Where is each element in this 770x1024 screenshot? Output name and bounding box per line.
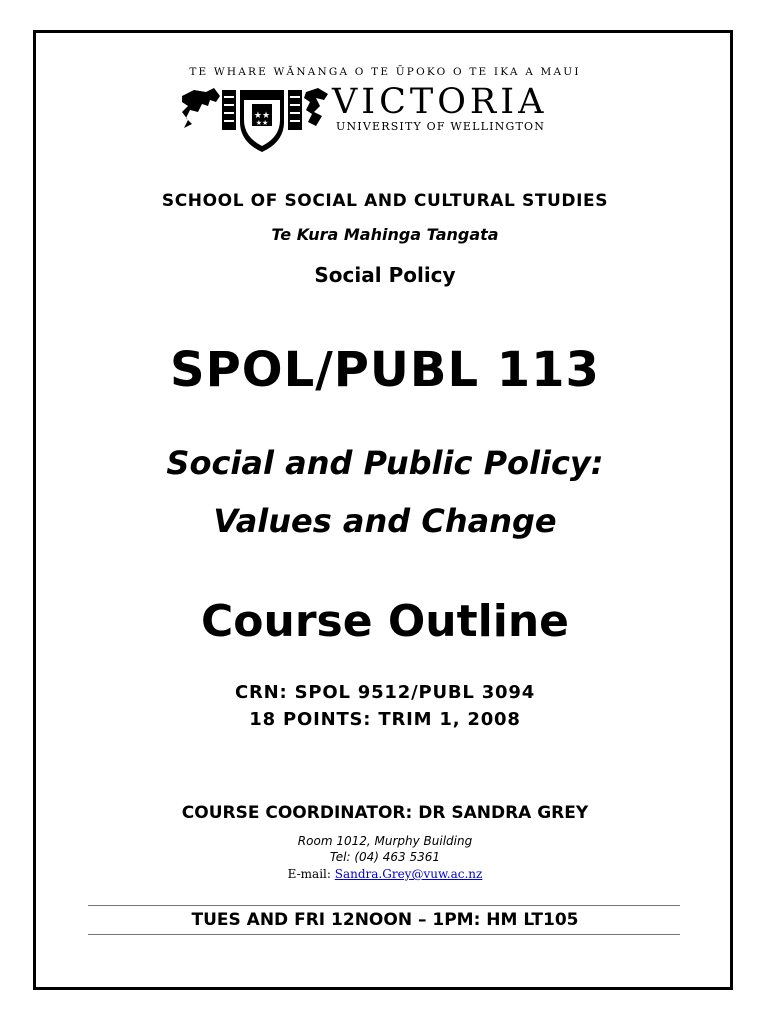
coordinator-tel: Tel: (04) 463 5361 — [329, 850, 441, 864]
email-label: E-mail: — [287, 867, 331, 881]
coordinator-room: Room 1012, Murphy Building — [297, 834, 473, 848]
svg-text:★★: ★★ — [255, 119, 269, 127]
crest-icon — [180, 82, 330, 154]
coordinator-email-line — [0, 867, 770, 881]
university-name: VICTORIA — [332, 82, 548, 122]
course-code: SPOL/PUBL 113 — [170, 342, 600, 398]
svg-text:★★: ★★ — [253, 111, 271, 121]
coordinator-heading: COURSE COORDINATOR: DR SANDRA GREY — [181, 803, 589, 823]
university-subtitle: UNIVERSITY OF WELLINGTON — [336, 120, 546, 133]
email-link[interactable]: Sandra.Grey@vuw.ac.nz — [334, 867, 483, 881]
course-crn: CRN: SPOL 9512/PUBL 3094 — [234, 682, 536, 703]
university-motto: TE WHARE WĀNANGA O TE ŪPOKO O TE IKA A MAUI — [189, 66, 581, 78]
course-points: 18 POINTS: TRIM 1, 2008 — [249, 709, 521, 730]
document-type: Course Outline — [201, 596, 569, 647]
lecture-times: TUES AND FRI 12NOON – 1PM: HM LT105 — [191, 910, 579, 930]
subject-name: Social Policy — [314, 263, 456, 287]
university-logo — [180, 82, 580, 154]
course-title-line2: Values and Change — [213, 502, 557, 540]
school-name: SCHOOL OF SOCIAL AND CULTURAL STUDIES — [161, 191, 609, 211]
divider-top — [88, 905, 680, 906]
school-maori-name: Te Kura Mahinga Tangata — [271, 225, 499, 244]
course-title-line1: Social and Public Policy: — [166, 444, 604, 482]
divider-bottom — [88, 934, 680, 935]
